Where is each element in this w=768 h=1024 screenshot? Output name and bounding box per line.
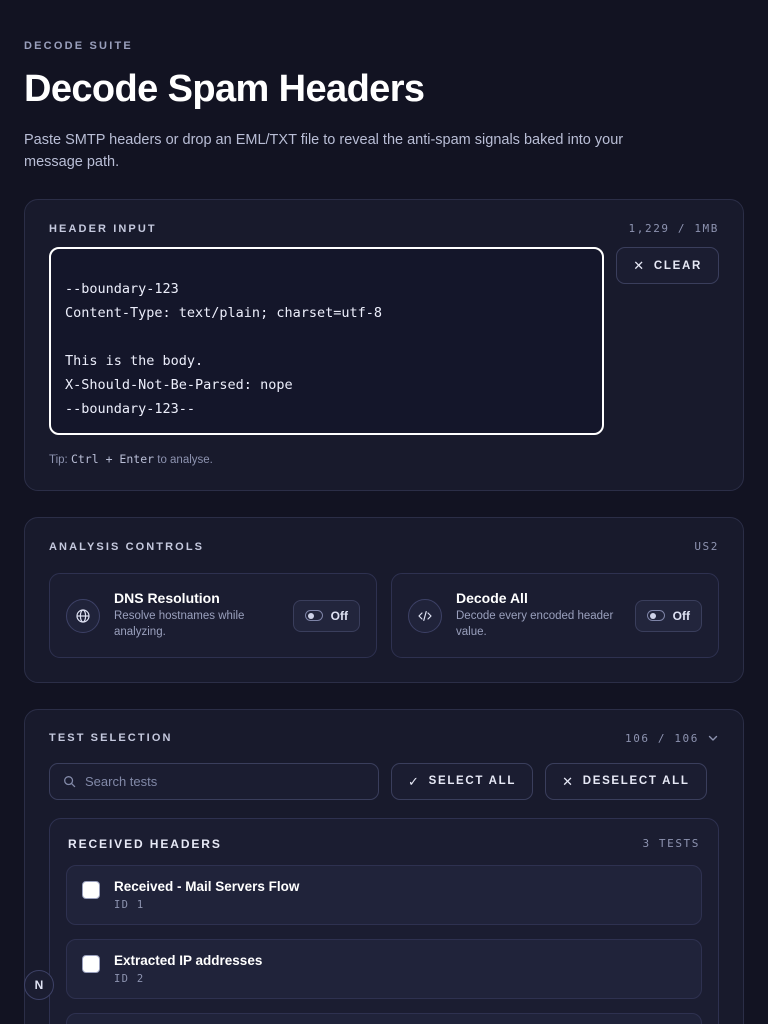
test-row[interactable]	[66, 939, 702, 999]
toggle-dns-resolution[interactable]	[293, 600, 360, 632]
control-dns-resolution[interactable]	[49, 573, 377, 657]
test-id: ID 2	[114, 972, 145, 985]
deselect-all-button[interactable]	[545, 763, 706, 800]
toggle-pill-icon	[305, 610, 323, 621]
test-group-received-headers	[49, 818, 719, 1024]
select-all-label: SELECT ALL	[428, 775, 517, 788]
header-input-counter: 1,229 / 1MB	[628, 222, 719, 236]
header-input-row	[49, 247, 719, 440]
tip-suffix: to analyse.	[157, 454, 213, 467]
test-selection-head	[49, 732, 719, 745]
clear-button[interactable]	[616, 247, 719, 284]
control-decode-title: Decode All	[456, 590, 528, 607]
page-subtitle: Paste SMTP headers or drop an EML/TXT file to reveal the anti-spam signals baked into your message path.	[24, 131, 624, 171]
test-selection-label: TEST SELECTION	[49, 732, 173, 745]
toggle-decode-state: Off	[672, 608, 690, 623]
header-input-label: HEADER INPUT	[49, 222, 157, 235]
tip-prefix: Tip:	[49, 454, 68, 467]
test-group-count: 3 TESTS	[642, 837, 700, 851]
test-selection-card	[24, 709, 744, 1024]
test-name: Extracted IP addresses	[114, 952, 263, 968]
header-input-card-head	[49, 222, 719, 235]
toggle-pill-icon	[647, 610, 665, 621]
test-group-title: RECEIVED HEADERS	[68, 836, 222, 851]
header-input-card	[24, 199, 744, 491]
search-icon	[63, 775, 76, 788]
search-tests-input[interactable]	[85, 774, 365, 789]
control-decode-description: Decode every encoded header value.	[456, 610, 614, 638]
globe-icon	[66, 599, 100, 633]
keyboard-tip	[49, 452, 719, 466]
tip-shortcut: Ctrl + Enter	[70, 452, 155, 467]
control-dns-text	[114, 590, 279, 640]
test-id: ID 1	[114, 898, 145, 911]
analysis-controls-card	[24, 517, 744, 682]
search-tests-box[interactable]	[49, 763, 379, 800]
toggle-decode-all[interactable]	[635, 600, 702, 632]
control-dns-title: DNS Resolution	[114, 590, 220, 607]
deselect-all-label: DESELECT ALL	[582, 775, 690, 788]
select-all-button[interactable]	[391, 763, 533, 800]
test-row[interactable]	[66, 865, 702, 925]
control-dns-description: Resolve hostnames while analyzing.	[114, 610, 245, 638]
analysis-controls-label: ANALYSIS CONTROLS	[49, 540, 205, 553]
test-row[interactable]	[66, 1013, 702, 1024]
check-icon: ✓	[408, 773, 421, 789]
chevron-down-icon	[707, 732, 719, 744]
test-checkbox[interactable]	[82, 881, 100, 899]
test-row-text	[114, 879, 299, 911]
control-decode-text	[456, 590, 621, 640]
test-count-value: 106 / 106	[624, 731, 699, 745]
test-group-head	[66, 837, 702, 851]
code-icon	[408, 599, 442, 633]
eyebrow-label: DECODE SUITE	[24, 40, 133, 52]
test-count-dropdown[interactable]	[625, 732, 719, 745]
analysis-controls-grid	[49, 573, 719, 657]
toggle-dns-state: Off	[330, 608, 348, 623]
analysis-controls-meta: US2	[694, 540, 719, 554]
test-checkbox[interactable]	[82, 955, 100, 973]
page-title: Decode Spam Headers	[24, 68, 425, 110]
floating-profile-badge[interactable]	[24, 970, 54, 1000]
close-icon: ✕	[562, 773, 575, 789]
test-name: Received - Mail Servers Flow	[114, 878, 300, 894]
header-input-textarea[interactable]	[49, 247, 604, 435]
control-decode-all[interactable]	[391, 573, 719, 657]
floating-profile-label: N	[34, 978, 44, 992]
test-search-row	[49, 763, 719, 800]
header-textarea-wrap	[49, 247, 604, 440]
close-icon: ✕	[633, 258, 646, 274]
analysis-controls-head	[49, 540, 719, 553]
test-row-text	[114, 953, 262, 985]
clear-button-label: CLEAR	[653, 259, 702, 272]
